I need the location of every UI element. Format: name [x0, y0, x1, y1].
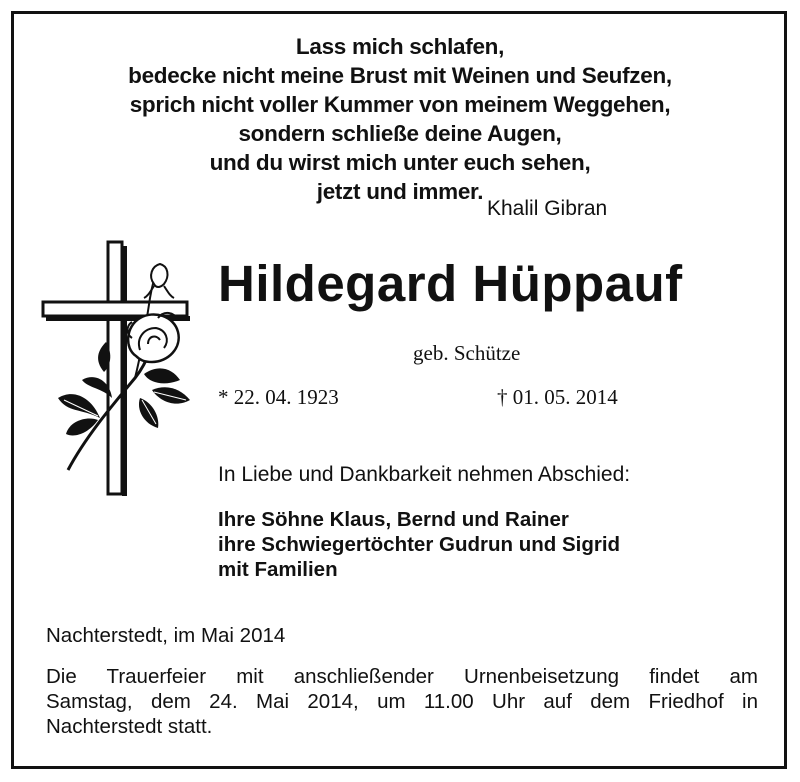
- mourner-line: ihre Schwiegertöchter Gudrun und Sigrid: [218, 533, 621, 556]
- poem-line: bedecke nicht meine Brust mit Weinen und Seufzen,: [128, 63, 672, 88]
- farewell-text: In Liebe und Dankbarkeit nehmen Abschied:: [218, 463, 631, 486]
- poem: [0, 32, 800, 206]
- poem-line: und du wirst mich unter euch sehen,: [209, 150, 591, 175]
- place-date: Nachterstedt, im Mai 2014: [46, 624, 286, 647]
- notice-line: Die Trauerfeier mit anschließender Urnenbeisetzung findet am: [46, 665, 758, 688]
- notice-line: Nachterstedt statt.: [46, 715, 213, 738]
- funeral-notice: [46, 664, 758, 739]
- death-date: † 01. 05. 2014: [497, 385, 618, 409]
- mourner-line: mit Familien: [218, 558, 338, 581]
- deceased-name: Hildegard Hüppauf: [218, 255, 683, 312]
- birth-date: * 22. 04. 1923: [218, 385, 339, 409]
- poem-line: sprich nicht voller Kummer von meinem Weggehen,: [129, 92, 671, 117]
- poem-line: Lass mich schlafen,: [295, 34, 505, 59]
- cross-with-rose-icon: [40, 238, 198, 500]
- maiden-name: geb. Schütze: [413, 341, 521, 365]
- mourner-line: Ihre Söhne Klaus, Bernd und Rainer: [218, 508, 569, 531]
- poem-line: sondern schließe deine Augen,: [238, 121, 562, 146]
- poem-line: jetzt und immer.: [316, 179, 484, 204]
- mourners-list: [218, 507, 620, 582]
- poem-author: Khalil Gibran: [487, 197, 608, 220]
- notice-line: Samstag, dem 24. Mai 2014, um 11.00 Uhr auf dem Friedhof in: [46, 690, 758, 713]
